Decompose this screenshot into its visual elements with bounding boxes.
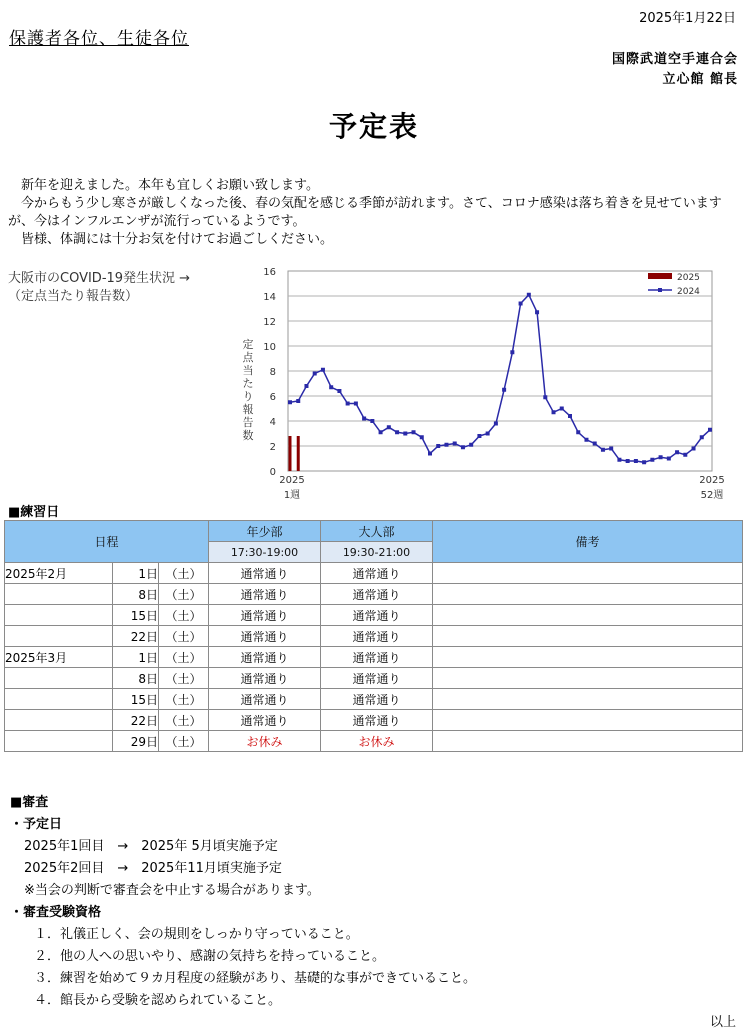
chart-point-2024 xyxy=(387,425,391,429)
document-date: 2025年1月22日 xyxy=(639,11,736,26)
row-day: 15日 xyxy=(113,689,159,710)
chart-point-2024 xyxy=(593,442,597,446)
row-day: 8日 xyxy=(113,668,159,689)
row-weekday: （土） xyxy=(159,584,209,605)
row-notes xyxy=(433,605,743,626)
row-month xyxy=(5,605,113,626)
chart-point-2024 xyxy=(692,447,696,451)
chart-point-2024 xyxy=(395,430,399,434)
table-row xyxy=(5,731,743,752)
row-month xyxy=(5,689,113,710)
chart-point-2024 xyxy=(288,400,292,404)
chart-point-2024 xyxy=(708,428,712,432)
chart-point-2024 xyxy=(659,455,663,459)
chart-point-2024 xyxy=(420,435,424,439)
row-day: 15日 xyxy=(113,605,159,626)
row-adult-status: 通常通り xyxy=(321,584,433,605)
row-junior-status: 通常通り xyxy=(209,710,321,731)
chart-point-2024 xyxy=(321,368,325,372)
row-adult-status: 通常通り xyxy=(321,647,433,668)
legend-swatch-2025 xyxy=(648,273,672,279)
chart-point-2024 xyxy=(568,414,572,418)
exam-schedule-line: 2025年2回目 → 2025年11月頃実施予定 xyxy=(24,861,282,876)
row-junior-status: 通常通り xyxy=(209,668,321,689)
chart-y-tick-label: 4 xyxy=(269,417,276,428)
chart-point-2024 xyxy=(667,457,671,461)
row-adult-status: 通常通り xyxy=(321,710,433,731)
row-junior-status: 通常通り xyxy=(209,563,321,584)
table-row xyxy=(5,563,743,584)
legend-label-2025: 2025 xyxy=(677,273,700,283)
legend-label-2024: 2024 xyxy=(677,287,700,297)
chart-point-2024 xyxy=(469,443,473,447)
organization-signer: 立心館 館長 xyxy=(662,72,738,87)
closing-remark: 以上 xyxy=(709,1015,736,1030)
chart-x-start-week: 1週 xyxy=(283,490,301,501)
chart-point-2024 xyxy=(626,459,630,463)
chart-y-tick-label: 2 xyxy=(269,442,276,453)
chart-y-tick-label: 8 xyxy=(269,367,276,378)
chart-point-2024 xyxy=(329,385,333,389)
chart-point-2024 xyxy=(477,434,481,438)
row-day: 1日 xyxy=(113,647,159,668)
recipients: 保護者各位、生徒各位 xyxy=(9,29,189,49)
chart-caption-line2: （定点当たり報告数） xyxy=(8,289,139,304)
table-row xyxy=(5,626,743,647)
chart-point-2024 xyxy=(560,407,564,411)
chart-point-2024 xyxy=(700,435,704,439)
row-junior-status: 通常通り xyxy=(209,605,321,626)
row-adult-status: 通常通り xyxy=(321,626,433,647)
row-day: 29日 xyxy=(113,731,159,752)
row-weekday: （土） xyxy=(159,647,209,668)
chart-point-2024 xyxy=(461,445,465,449)
chart-point-2024 xyxy=(527,293,531,297)
table-row xyxy=(5,668,743,689)
row-month xyxy=(5,731,113,752)
row-junior-status: 通常通り xyxy=(209,584,321,605)
table-row xyxy=(5,584,743,605)
row-junior-status: 通常通り xyxy=(209,647,321,668)
chart-point-2024 xyxy=(510,350,514,354)
document-title: 予定表 xyxy=(328,110,419,143)
row-adult-status: 通常通り xyxy=(321,605,433,626)
greeting-line: 皆様、体調には十分お気を付けてお過ごしください。 xyxy=(21,232,334,247)
header-notes: 備考 xyxy=(433,521,743,563)
row-day: 1日 xyxy=(113,563,159,584)
row-notes xyxy=(433,668,743,689)
covid-chart xyxy=(0,0,748,510)
chart-point-2024 xyxy=(403,432,407,436)
exam-section xyxy=(10,792,476,1012)
row-month xyxy=(5,668,113,689)
header-adult-time: 19:30-21:00 xyxy=(321,542,433,563)
chart-y-tick-label: 14 xyxy=(263,292,276,303)
greeting-line: 今からもう少し寒さが厳しくなった後、春の気配を感じる季節が訪れます。さて、コロナ感染は落ち着きを見せていますが、今はインフルエンザが流行っているようです。 xyxy=(8,196,722,229)
row-weekday: （土） xyxy=(159,563,209,584)
row-month xyxy=(5,626,113,647)
chart-point-2024 xyxy=(346,402,350,406)
chart-y-tick-label: 10 xyxy=(263,342,276,353)
practice-schedule-table xyxy=(4,520,743,752)
chart-y-tick-label: 6 xyxy=(269,392,276,403)
row-month xyxy=(5,584,113,605)
chart-bar-2025 xyxy=(289,436,292,471)
chart-point-2024 xyxy=(412,430,416,434)
chart-point-2024 xyxy=(519,302,523,306)
chart-point-2024 xyxy=(296,399,300,403)
row-day: 22日 xyxy=(113,710,159,731)
row-notes xyxy=(433,647,743,668)
table-row xyxy=(5,605,743,626)
row-notes xyxy=(433,731,743,752)
exam-heading: ■審査 xyxy=(10,795,49,810)
chart-point-2024 xyxy=(444,443,448,447)
chart-point-2024 xyxy=(617,458,621,462)
chart-point-2024 xyxy=(634,459,638,463)
exam-qualification-item: ３．練習を始めて９カ月程度の経験があり、基礎的な事ができていること。 xyxy=(34,971,477,986)
chart-caption-line1: 大阪市のCOVID-19発生状況 → xyxy=(8,271,191,286)
chart-point-2024 xyxy=(379,430,383,434)
chart-point-2024 xyxy=(584,438,588,442)
chart-point-2024 xyxy=(354,402,358,406)
table-row xyxy=(5,689,743,710)
chart-bar-2025 xyxy=(297,436,300,471)
chart-point-2024 xyxy=(576,430,580,434)
header-junior: 年少部 xyxy=(209,521,321,542)
chart-point-2024 xyxy=(362,417,366,421)
chart-point-2024 xyxy=(502,388,506,392)
chart-point-2024 xyxy=(337,389,341,393)
chart-point-2024 xyxy=(494,422,498,426)
row-weekday: （土） xyxy=(159,710,209,731)
greeting-line: 新年を迎えました。本年も宜しくお願い致します。 xyxy=(21,178,319,193)
row-adult-status: 通常通り xyxy=(321,563,433,584)
row-notes xyxy=(433,710,743,731)
chart-point-2024 xyxy=(428,452,432,456)
chart-x-start-label: 2025 xyxy=(279,475,305,486)
chart-x-end-week: 52週 xyxy=(700,490,724,501)
chart-y-tick-label: 12 xyxy=(263,317,276,328)
chart-point-2024 xyxy=(453,442,457,446)
chart-point-2024 xyxy=(609,447,613,451)
row-month: 2025年2月 xyxy=(5,563,113,584)
exam-schedule-line: 2025年1回目 → 2025年 5月頃実施予定 xyxy=(24,839,278,854)
organization-name: 国際武道空手連合会 xyxy=(611,52,738,67)
row-day: 22日 xyxy=(113,626,159,647)
chart-y-axis-label: 定点当たり報告数 xyxy=(242,338,254,442)
chart-point-2024 xyxy=(543,395,547,399)
chart-point-2024 xyxy=(436,444,440,448)
chart-point-2024 xyxy=(304,384,308,388)
chart-y-tick-label: 16 xyxy=(263,267,276,278)
row-junior-status: お休み xyxy=(209,731,321,752)
row-weekday: （土） xyxy=(159,626,209,647)
row-month xyxy=(5,710,113,731)
chart-point-2024 xyxy=(313,372,317,376)
chart-x-end-label: 2025 xyxy=(699,475,725,486)
header-schedule: 日程 xyxy=(5,521,209,563)
row-junior-status: 通常通り xyxy=(209,626,321,647)
legend-marker-2024 xyxy=(658,288,662,292)
row-notes xyxy=(433,584,743,605)
exam-qualification-item: ２．他の人への思いやり、感謝の気持ちを持っていること。 xyxy=(34,949,386,964)
row-notes xyxy=(433,626,743,647)
row-notes xyxy=(433,563,743,584)
chart-point-2024 xyxy=(601,448,605,452)
chart-point-2024 xyxy=(370,419,374,423)
table-row xyxy=(5,647,743,668)
row-adult-status: 通常通り xyxy=(321,689,433,710)
row-weekday: （土） xyxy=(159,689,209,710)
row-weekday: （土） xyxy=(159,731,209,752)
chart-point-2024 xyxy=(683,453,687,457)
header-junior-time: 17:30-19:00 xyxy=(209,542,321,563)
chart-y-tick-label: 0 xyxy=(269,467,276,478)
header-adult: 大人部 xyxy=(321,521,433,542)
chart-point-2024 xyxy=(552,410,556,414)
exam-qualification-item: ４．館長から受験を認められていること。 xyxy=(34,993,282,1008)
chart-point-2024 xyxy=(486,432,490,436)
practice-heading: ■練習日 xyxy=(8,505,60,520)
exam-qualification-item: １．礼儀正しく、会の規則をしっかり守っていること。 xyxy=(34,927,359,942)
chart-point-2024 xyxy=(642,460,646,464)
table-row xyxy=(5,710,743,731)
chart-point-2024 xyxy=(675,450,679,454)
row-junior-status: 通常通り xyxy=(209,689,321,710)
row-notes xyxy=(433,689,743,710)
chart-point-2024 xyxy=(535,310,539,314)
exam-schedule-heading: ・予定日 xyxy=(10,817,63,832)
row-adult-status: お休み xyxy=(321,731,433,752)
exam-qualification-heading: ・審査受験資格 xyxy=(10,905,102,920)
row-day: 8日 xyxy=(113,584,159,605)
row-weekday: （土） xyxy=(159,668,209,689)
row-weekday: （土） xyxy=(159,605,209,626)
chart-point-2024 xyxy=(650,458,654,462)
row-month: 2025年3月 xyxy=(5,647,113,668)
exam-note: ※当会の判断で審査会を中止する場合があります。 xyxy=(24,883,320,898)
row-adult-status: 通常通り xyxy=(321,668,433,689)
